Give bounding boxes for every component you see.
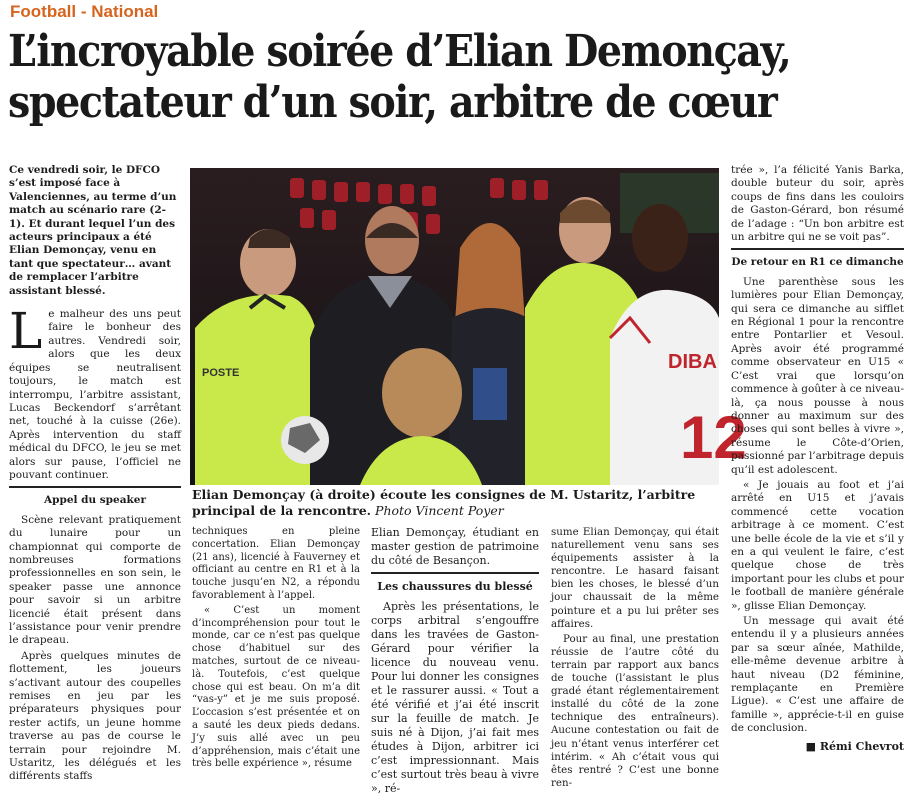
- headline: [8, 26, 908, 128]
- article-paragraph: Un message qui avait été entendu il y a plusieurs années par sa sœur aînée, Mathilde, elle-même devenue arbitre à haut niveau (D2 féminine, remplaçante en Première Ligue). « C’est une affaire de famille », apprécie-t-il en guise de conclusion.: [731, 615, 904, 735]
- article-paragraph: Après les présentations, le corps arbitral s’engouffre dans les travées de Gaston-Gérard pour vérifier la licence du nouveau venu. Pour lui donner les consignes et le rassurer aussi. « Tout a été vérifié et j’ai été inscrit sur la feuille de match. Je suis né à Dijon, j’ai fait mes études à Dijon, arbitrer ici c’est impressionnant. Mais c’est surtout très beau à vivre », ré-: [371, 600, 539, 795]
- article-paragraph: [9, 302, 181, 482]
- article-paragraph: techniques en pleine concertation. Elian Demonçay (21 ans), licencié à Fauverney et officiant au centre en R1 et à la touche jusqu’en N2, a répondu favorablement à l’appel.: [192, 526, 360, 601]
- badge-card: [473, 368, 507, 420]
- sponsor-label: POSTE: [202, 367, 240, 379]
- paragraph-text: e malheur des uns peut faire le bonheur des autres. Vendredi soir, alors que les deux équipes se neutralisent toujours, le match est interrompu, l’arbitre assistant, Lucas Beckendorf s’arrêtant net, touché à la cuisse (26e). Après intervention du staff médical du DFCO, le jeu se met alors sur pause, l’officiel ne pouvant continuer.: [9, 308, 181, 481]
- lead-text: Ce vendredi soir, le DFCO s’est imposé face à Valenciennes, au terme d’un match au scénario rare (2-1). Et durant lequel l’un des acteurs principaux a été Elian Demonçay, venu en tant que spectateur… avant de remplacer l’arbitre assistant blessé.: [9, 164, 177, 297]
- column-5: [731, 164, 904, 753]
- byline: ■ Rémi Chevrot: [805, 739, 904, 753]
- jersey-number: 12: [680, 404, 747, 471]
- author-name: Rémi Chevrot: [819, 739, 904, 753]
- article-paragraph: « Je jouais au foot et j’ai arrêté en U15 et j’avais commencé cette vocation arbitrage à ce moment. C’est une belle école de la vie et s’il y en a qui veulent le faire, c’est quelque chose de très important pour les clubs et pour le football de manière générale », glisse Elian Demonçay.: [731, 478, 904, 612]
- article-paragraph: Une parenthèse sous les lumières pour Elian Demonçay, qui sera ce dimanche au sifflet en Régional 1 pour la rencontre entre Pontarlier et Vesoul. Après avoir été programmé comme observateur en U15 « C’est vrai que lorsqu’on commence à goûter à ce niveau-là, ça nous pousse à nous donner au maximum sur des choses qui sont belles à vivre », résume le Côte-d’Orien, passionné par l’arbitrage depuis qu’il est adolescent.: [731, 275, 904, 476]
- jersey-name: DIBA: [668, 351, 717, 373]
- caption-text: Elian Demonçay (à droite) écoute les consignes de M. Ustaritz, l’arbitre principal de la rencontre.: [192, 487, 696, 518]
- article-paragraph: Après quelques minutes de flottement, les joueurs s’activant autour des coupelles remises en jeu par les préparateurs physiques pour rester actifs, un jeune homme traverse au pas de course le terrain pour rejoindre M. Ustaritz, les délégués et les différents staffs: [9, 649, 181, 783]
- photo-credit: Photo Vincent Poyer: [375, 503, 504, 518]
- headline-line-2: spectateur d’un soir, arbitre de cœur: [8, 77, 777, 128]
- article-photo: [190, 168, 747, 485]
- section-kicker: Football - National: [10, 2, 159, 21]
- subhead-appel-du-speaker: Appel du speaker: [9, 486, 181, 507]
- photo-caption: [192, 487, 718, 519]
- column-2: [192, 526, 360, 773]
- drop-cap: L: [9, 302, 43, 361]
- subhead-les-chaussures: Les chaussures du blessé: [371, 572, 539, 594]
- article-paragraph: « C’est un moment d’incompréhension pour tout le monde, car ce n’est pas quelque chose d’habituel sur des matches, surtout de ce niveau-là. Toutefois, c’est quelque chose qui est beau. On m’a dit “vas-y” et je me suis proposé. L’occasion s’est présentée et on a sauté les deux pieds dedans. J’y suis allé avec un peu d’appréhension, mais c’était une très belle expérience », résume: [192, 604, 360, 770]
- column-3: [371, 526, 539, 798]
- article-paragraph: sume Elian Demonçay, qui était naturellement venu sans ses équipements assister à la rencontre. Le hasard faisant bien les choses, le blessé d’un jour chaussait de la même pointure et a pu lui prêter ses affaires.: [551, 526, 719, 630]
- headline-line-1: L’incroyable soirée d’Elian Demonçay,: [8, 26, 791, 77]
- column-1: [9, 164, 181, 786]
- lead-paragraph: [9, 164, 181, 298]
- article-paragraph: Scène relevant pratiquement du lunaire pour un championnat qui comporte de nombreuses formations professionnelles en son sein, le speaker passe une annonce pour savoir si un arbitre licencié était présent dans l’assistance pour venir prendre le drapeau.: [9, 513, 181, 647]
- article-paragraph: Elian Demonçay, étudiant en master gestion de patrimoine du côté de Besançon.: [371, 526, 539, 567]
- subhead-de-retour-en-r1: De retour en R1 ce dimanche: [731, 248, 904, 269]
- column-4: [551, 526, 719, 792]
- article-paragraph: Pour au final, une prestation réussie de l’autre côté du terrain par rapport aux bancs de touche (l’assistant le plus gradé étant réglementairement installé du côté de la zone technique des entraîneurs). Aucune contestation ou fait de jeu n’étant venus interférer cet intérim. « Ah c’était vous qui êtes rentré ? C’est une bonne ren-: [551, 632, 719, 789]
- article-paragraph: trée », l’a félicité Yanis Barka, double buteur du soir, après coups de fins dans les couloirs de Gaston-Gérard, bon résumé de l’adage : “Un bon arbitre est un arbitre qui ne se voit pas”.: [731, 164, 904, 244]
